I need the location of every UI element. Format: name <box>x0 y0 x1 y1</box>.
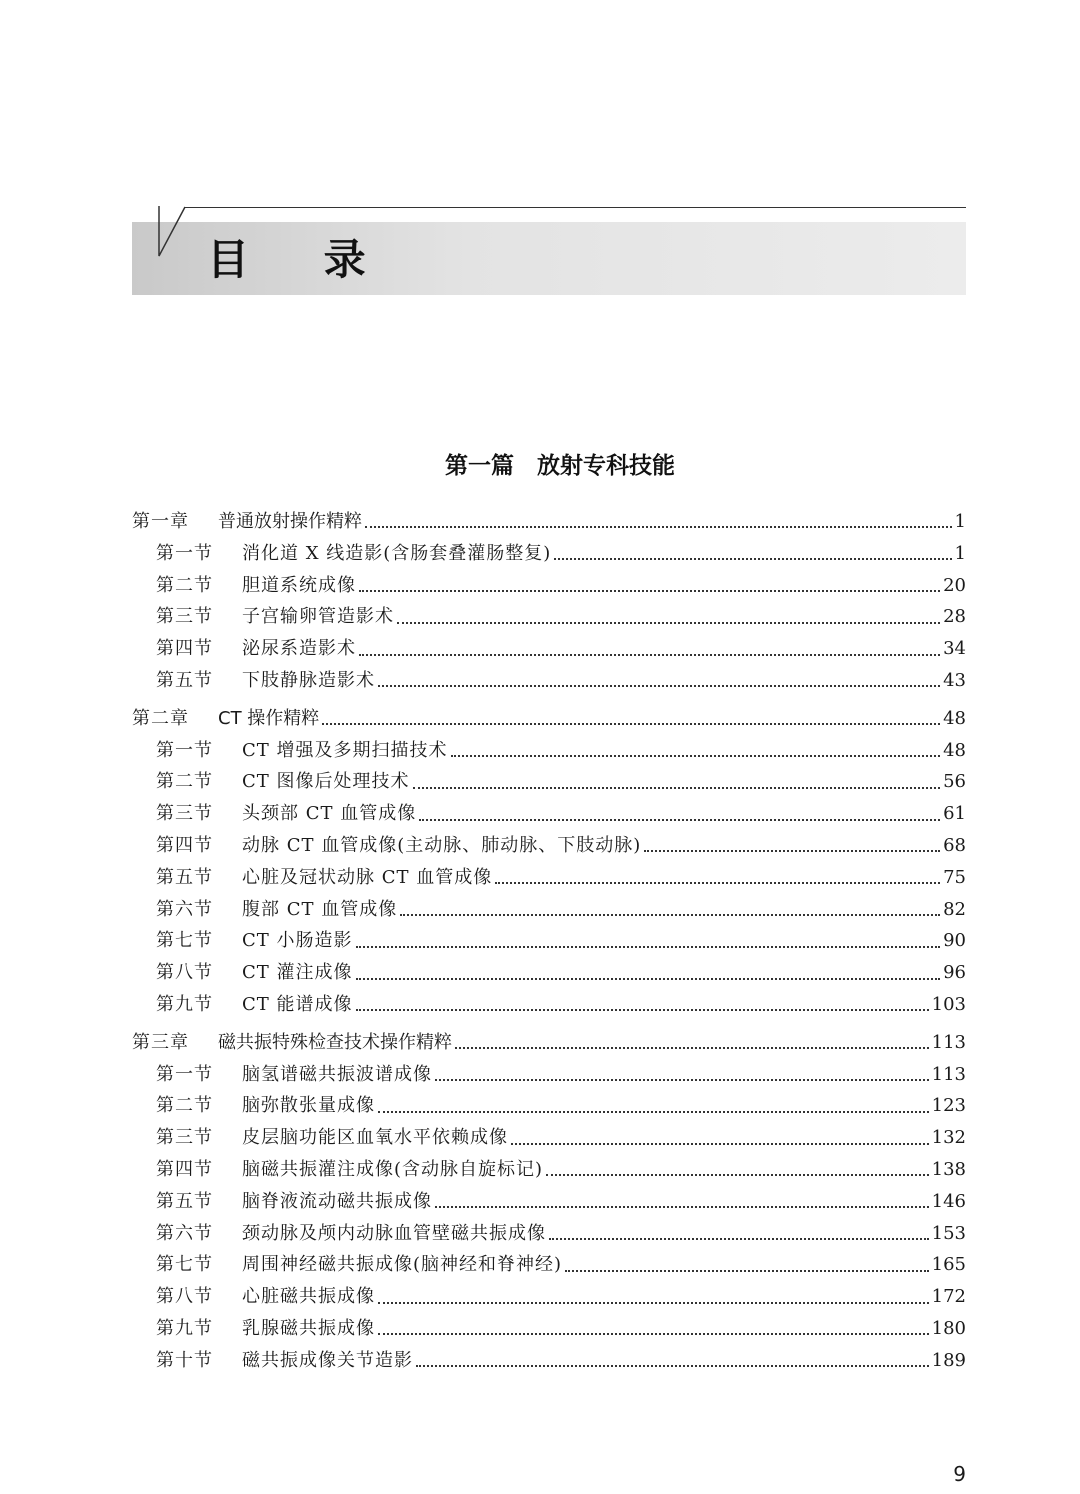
section-page: 165 <box>931 1254 966 1276</box>
section-label: 第六节 <box>156 898 213 920</box>
section-page: 90 <box>943 930 966 952</box>
section-label: 第七节 <box>156 930 213 952</box>
section-title: 下肢静脉造影术 <box>242 669 375 691</box>
section-title: 心脏及冠状动脉 CT 血管成像 <box>242 866 493 888</box>
section-title: 消化道 X 线造影(含肠套叠灌肠整复) <box>242 542 552 564</box>
title-corner-mark <box>156 206 186 258</box>
section-title: CT 能谱成像 <box>242 993 353 1015</box>
leader-dots <box>322 722 940 725</box>
section-label: 第一节 <box>156 739 213 761</box>
page-number: 9 <box>953 1462 966 1486</box>
section-title: 脑磁共振灌注成像(含动脉自旋标记) <box>242 1158 544 1180</box>
section-title: 心脏磁共振成像 <box>242 1286 375 1308</box>
section-title: 磁共振成像关节造影 <box>242 1349 413 1371</box>
section-page: 113 <box>931 1063 966 1085</box>
leader-dots <box>455 1046 929 1049</box>
leader-dots <box>356 945 941 948</box>
section-label: 第五节 <box>156 866 213 888</box>
leader-dots <box>400 913 940 916</box>
section-label: 第十节 <box>156 1349 213 1371</box>
section-label: 第二节 <box>156 574 213 596</box>
chapter-title: 磁共振特殊检查技术操作精粹 <box>218 1031 452 1053</box>
toc-section-entry[interactable] <box>132 735 966 767</box>
leader-dots <box>495 881 940 884</box>
section-title: CT 增强及多期扫描技术 <box>242 739 448 761</box>
section-title: 胆道系统成像 <box>242 574 356 596</box>
section-label: 第四节 <box>156 638 213 660</box>
section-title: 子宫输卵管造影术 <box>242 606 394 628</box>
chapter-label: 第一章 <box>132 511 189 532</box>
toc-chapter-entry[interactable] <box>132 506 966 538</box>
toc-section-entry[interactable] <box>132 1313 966 1345</box>
section-title: 头颈部 CT 血管成像 <box>242 803 417 825</box>
leader-dots <box>554 557 951 560</box>
leader-dots <box>359 653 940 656</box>
toc-section-entry[interactable] <box>132 1218 966 1250</box>
section-page: 75 <box>943 866 966 888</box>
toc-section-entry[interactable] <box>132 1154 966 1186</box>
toc-section-entry[interactable] <box>132 862 966 894</box>
chapter-label: 第三章 <box>132 1031 189 1053</box>
section-title: 动脉 CT 血管成像(主动脉、肺动脉、下肢动脉) <box>242 834 642 856</box>
leader-dots <box>435 1205 929 1208</box>
toc-section-entry[interactable] <box>132 1281 966 1313</box>
section-page: 34 <box>943 638 966 660</box>
leader-dots <box>416 1364 929 1367</box>
toc-section-entry[interactable] <box>132 1122 966 1154</box>
leader-dots <box>451 754 941 757</box>
leader-dots <box>356 1008 929 1011</box>
leader-dots <box>397 621 940 624</box>
section-page: 123 <box>931 1095 966 1117</box>
section-page: 68 <box>943 834 966 856</box>
section-title: 乳腺磁共振成像 <box>242 1317 375 1339</box>
leader-dots <box>356 977 941 980</box>
section-label: 第五节 <box>156 669 213 691</box>
toc-section-entry[interactable] <box>132 1059 966 1091</box>
section-title: 泌尿系造影术 <box>242 638 356 660</box>
leader-dots <box>378 684 940 687</box>
leader-dots <box>435 1078 929 1081</box>
section-title: 脑脊液流动磁共振成像 <box>242 1190 432 1212</box>
section-title: 周围神经磁共振成像(脑神经和脊神经) <box>242 1254 563 1276</box>
section-label: 第一节 <box>156 1063 213 1085</box>
section-page: 1 <box>954 542 966 564</box>
leader-dots <box>565 1269 929 1272</box>
toc-section-entry[interactable] <box>132 601 966 633</box>
section-page: 103 <box>931 993 966 1015</box>
section-label: 第五节 <box>156 1190 213 1212</box>
section-label: 第四节 <box>156 834 213 856</box>
page-title: 目 录 <box>207 235 396 284</box>
section-title: 颈动脉及颅内动脉血管壁磁共振成像 <box>242 1222 546 1244</box>
section-title: CT 灌注成像 <box>242 962 353 984</box>
leader-dots <box>419 818 940 821</box>
section-label: 第二节 <box>156 771 213 793</box>
toc-chapter-entry[interactable] <box>132 1027 966 1059</box>
toc-chapter-entry[interactable] <box>132 703 966 735</box>
section-page: 28 <box>943 606 966 628</box>
section-label: 第八节 <box>156 962 213 984</box>
toc-section-entry[interactable] <box>132 1090 966 1122</box>
leader-dots <box>378 1110 929 1113</box>
chapter-title: CT 操作精粹 <box>218 707 320 729</box>
toc-section-entry[interactable] <box>132 894 966 926</box>
section-label: 第九节 <box>156 1317 213 1339</box>
section-title: 腹部 CT 血管成像 <box>242 898 398 920</box>
section-page: 146 <box>931 1190 966 1212</box>
leader-dots <box>644 849 940 852</box>
toc-section-entry[interactable] <box>132 830 966 862</box>
section-label: 第三节 <box>156 1127 213 1149</box>
section-label: 第二节 <box>156 1095 213 1117</box>
section-label: 第四节 <box>156 1158 213 1180</box>
chapter-label: 第二章 <box>132 707 189 729</box>
part-title: 第一篇 放射专科技能 <box>445 453 675 479</box>
section-page: 172 <box>931 1286 966 1308</box>
section-page: 153 <box>931 1222 966 1244</box>
toc-section-entry[interactable] <box>132 633 966 665</box>
leader-dots <box>511 1142 929 1145</box>
leader-dots <box>549 1237 929 1240</box>
toc-section-entry[interactable] <box>132 570 966 602</box>
section-label: 第七节 <box>156 1254 213 1276</box>
section-title: 脑氢谱磁共振波谱成像 <box>242 1063 432 1085</box>
section-title: CT 图像后处理技术 <box>242 771 410 793</box>
toc-section-entry[interactable] <box>132 957 966 989</box>
leader-dots <box>413 786 941 789</box>
chapter-page: 113 <box>931 1031 966 1053</box>
section-label: 第八节 <box>156 1286 213 1308</box>
toc-section-entry[interactable] <box>132 1249 966 1281</box>
section-page: 56 <box>943 771 966 793</box>
section-title: 脑弥散张量成像 <box>242 1095 375 1117</box>
section-page: 61 <box>943 803 966 825</box>
section-title: 皮层脑功能区血氧水平依赖成像 <box>242 1127 508 1149</box>
section-title: CT 小肠造影 <box>242 930 353 952</box>
toc-section-entry[interactable] <box>132 798 966 830</box>
section-page: 20 <box>943 574 966 596</box>
section-page: 189 <box>931 1349 966 1371</box>
leader-dots <box>359 589 940 592</box>
title-rule <box>184 207 966 208</box>
toc-section-entry[interactable] <box>132 1345 966 1377</box>
section-label: 第九节 <box>156 993 213 1015</box>
section-label: 第三节 <box>156 606 213 628</box>
leader-dots <box>546 1173 929 1176</box>
section-page: 138 <box>931 1158 966 1180</box>
leader-dots <box>378 1301 929 1304</box>
section-label: 第三节 <box>156 803 213 825</box>
toc-section-entry[interactable] <box>132 665 966 697</box>
chapter-page: 1 <box>954 511 966 532</box>
toc-section-entry[interactable] <box>132 538 966 570</box>
toc-section-entry[interactable] <box>132 989 966 1021</box>
chapter-title: 普通放射操作精粹 <box>218 511 362 532</box>
section-page: 96 <box>943 962 966 984</box>
table-of-contents <box>132 506 966 1377</box>
section-label: 第六节 <box>156 1222 213 1244</box>
toc-section-entry[interactable] <box>132 766 966 798</box>
section-page: 180 <box>931 1317 966 1339</box>
leader-dots <box>365 525 952 528</box>
chapter-page: 48 <box>943 707 966 729</box>
toc-section-entry[interactable] <box>132 925 966 957</box>
section-page: 43 <box>943 669 966 691</box>
section-page: 132 <box>931 1127 966 1149</box>
toc-section-entry[interactable] <box>132 1186 966 1218</box>
leader-dots <box>378 1332 929 1335</box>
section-label: 第一节 <box>156 542 213 564</box>
section-page: 48 <box>943 739 966 761</box>
section-page: 82 <box>943 898 966 920</box>
